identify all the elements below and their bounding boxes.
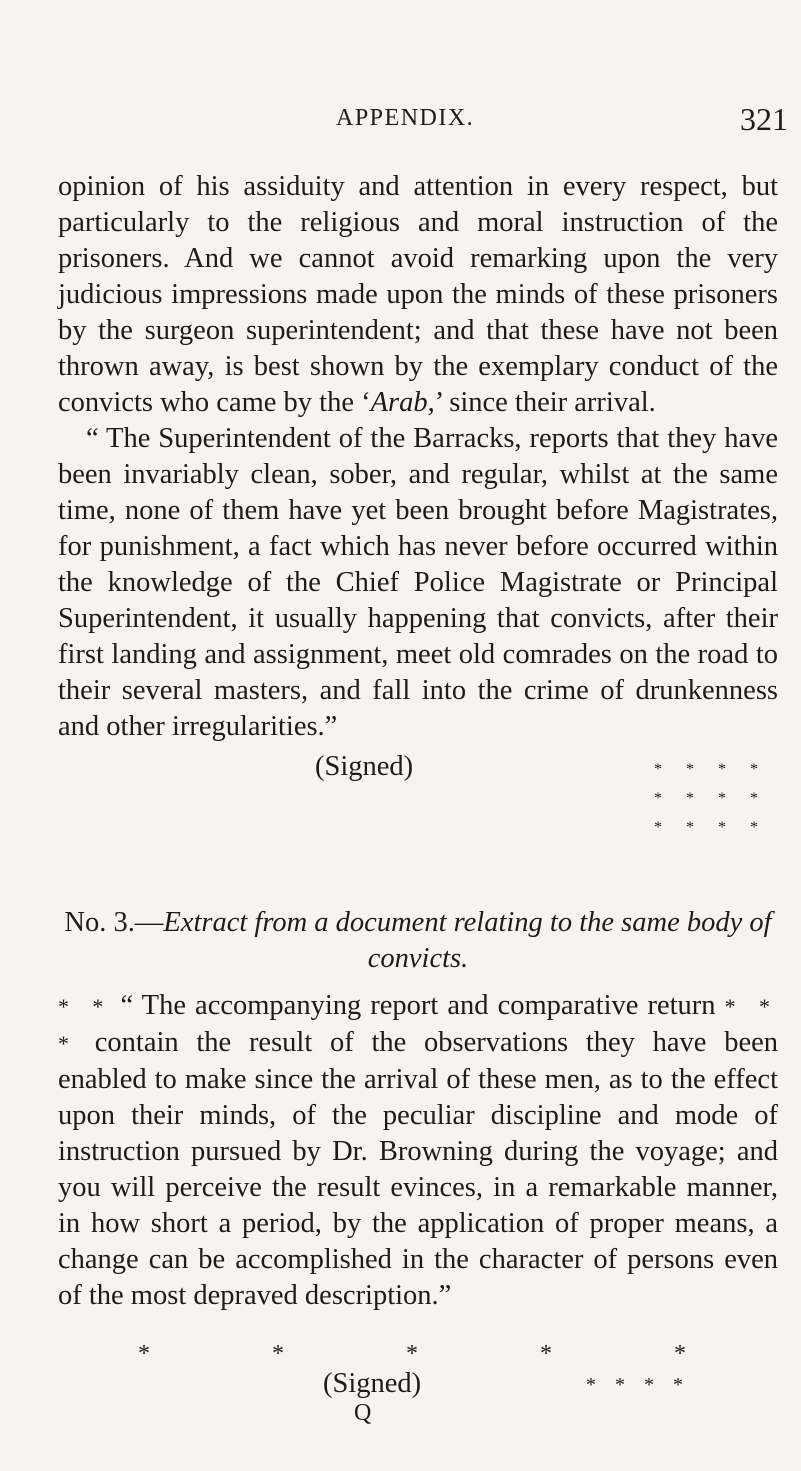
asterism-row: * * * *: [654, 819, 768, 836]
page-number: 321: [740, 101, 788, 137]
asterism-row: * * * *: [654, 761, 768, 778]
page-header: [0, 101, 801, 165]
signature-mark: Q: [354, 1400, 372, 1426]
section-heading: [58, 905, 778, 977]
signed-label: (Signed): [315, 751, 414, 782]
signature-asterisks-2: * * * *: [586, 1374, 690, 1396]
section-number: No. 3.—: [64, 907, 164, 938]
paragraph-extract: * * “ The accompanying report and comparative return * * * contain the result of the observations they have been enabled to make since the arrival of these men, as to the effect upon their minds, of the peculiar discipline and mode of instruction pursued by Dr. Browning during the voyage; and you will perceive the result evinces, in a remarkable manner, in how short a period, by the application of proper means, a change can be accomplished in the character of persons even of the most depraved description.”: [58, 990, 779, 1311]
running-head: APPENDIX.: [336, 105, 475, 131]
paragraph-superintendent-report: “ The Superintendent of the Barracks, reports that they have been invariably clean, sober, and regular, whilst at the same time, none of them have yet been brought before Magistrates, for punishment, a fact which has never before occurred within the knowledge of the Chief Police Magistrate or Principal Superintendent, it usually happening that convicts, after their first landing and assignment, meet old comrades on the road to their several masters, and fall into the crime of drunkenness and other irregularities.”: [58, 423, 778, 742]
lead-asterisks: * *: [58, 994, 112, 1019]
ellipsis-asterisks: * * * * *: [138, 1341, 744, 1367]
section-title: Extract from a document relating to the same body of convicts.: [163, 907, 772, 974]
signed-label-2: (Signed): [323, 1368, 422, 1399]
signature-asterisms: [654, 755, 768, 842]
signature-block-1: [58, 749, 778, 836]
ship-name: Arab,: [370, 387, 435, 418]
section-2-body: [58, 988, 778, 1314]
section-1-body: [58, 169, 778, 836]
asterism-row: * * * *: [654, 790, 768, 807]
paragraph-opinion: opinion of his assiduity and attention in every respect, but particularly to the religious and moral instruction of the prisoners. And we cannot avoid remarking upon the very judicious impressions made upon the minds of these prisoners by the surgeon superintendent; and that these have not been thrown away, is best shown by the exemplary conduct of the convicts who came by the ‘Arab,’ since their arrival.: [58, 171, 778, 418]
inline-asterisks: * * *: [58, 994, 779, 1056]
